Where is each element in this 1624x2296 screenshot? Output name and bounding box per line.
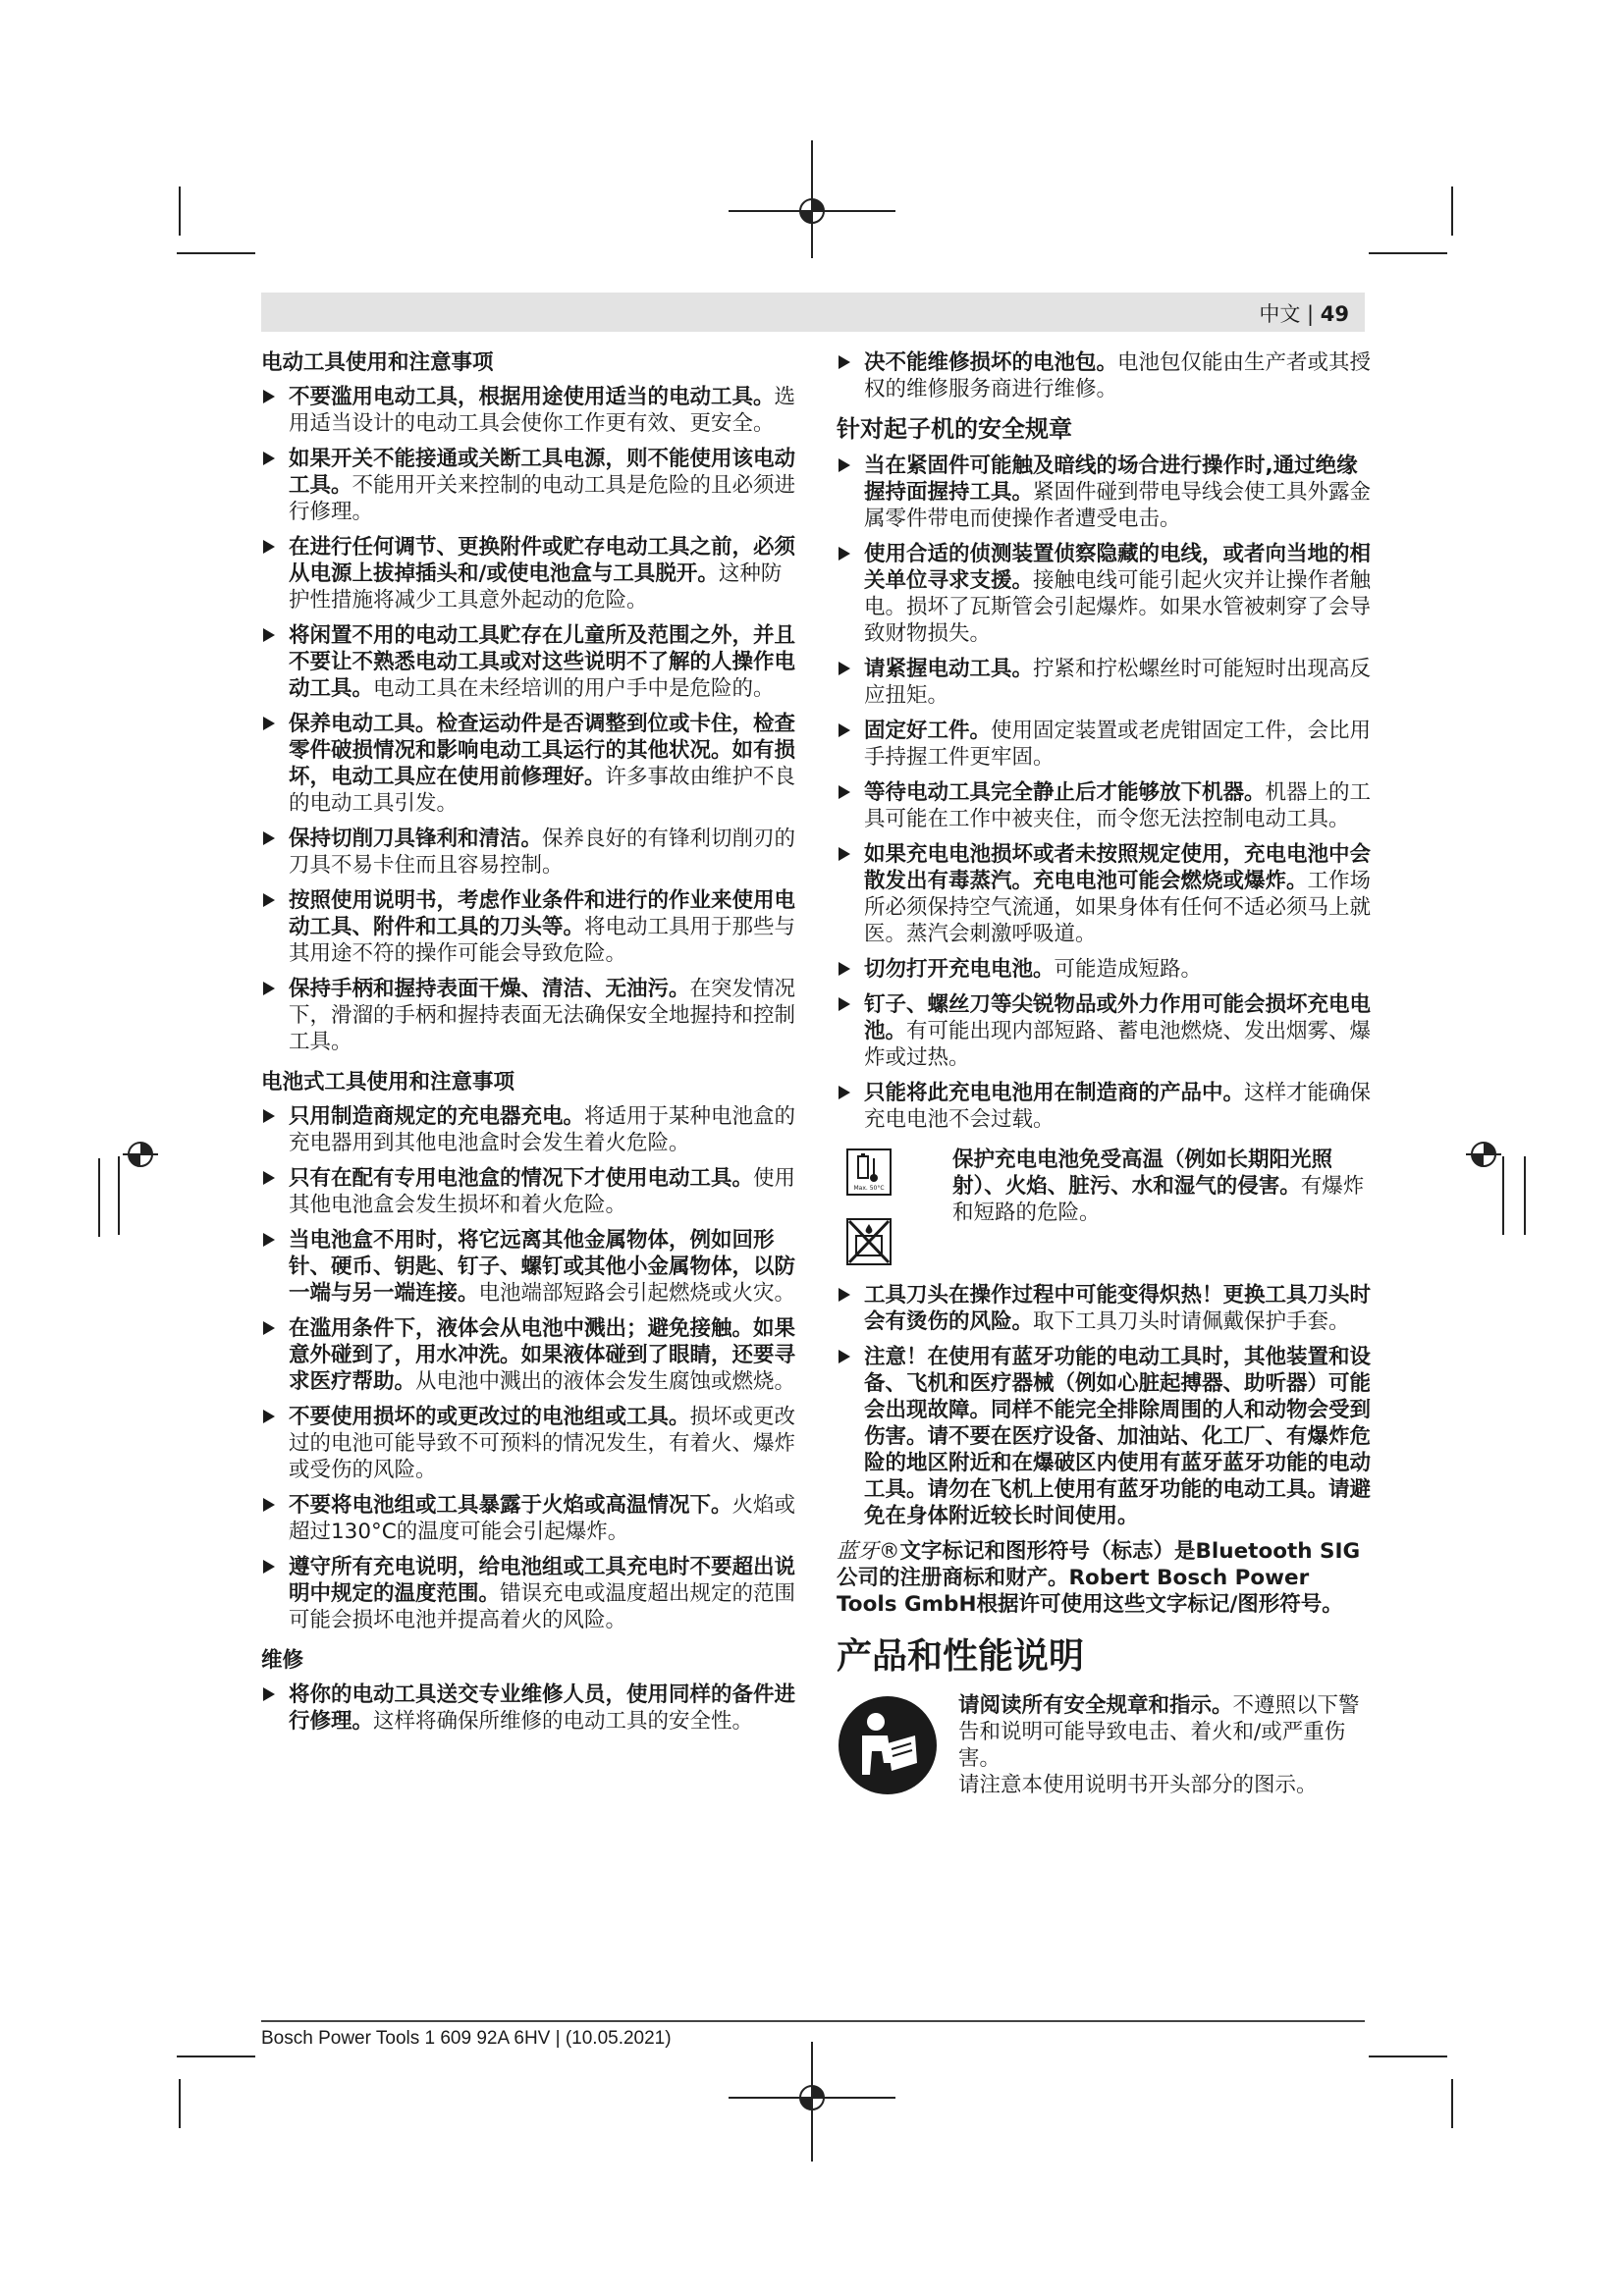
list-item: 保持切削刀具锋利和清洁。保养良好的有锋利切削刃的刀具不易卡住而且容易控制。 bbox=[261, 826, 796, 879]
right-column bbox=[837, 349, 1372, 1800]
bullet-triangle-icon bbox=[263, 1233, 275, 1247]
bullet-triangle-icon bbox=[839, 662, 850, 675]
crop-mark bbox=[177, 252, 255, 254]
crop-mark bbox=[179, 187, 181, 236]
crop-mark bbox=[1369, 2056, 1447, 2057]
list-item: 不要使用损坏的或更改过的电池组或工具。损坏或更改过的电池可能导致不可预料的情况发生，有着火、爆炸或受伤的风险。 bbox=[261, 1404, 796, 1483]
read-instructions-box bbox=[837, 1692, 1372, 1800]
crop-mark bbox=[1524, 1156, 1526, 1235]
footer-text: Bosch Power Tools 1 609 92A 6HV | (10.05.2021) bbox=[261, 2028, 672, 2049]
crop-mark bbox=[1451, 2079, 1453, 2128]
list-item: 不要滥用电动工具，根据用途使用适当的电动工具。选用适当设计的电动工具会使你工作更有效、更安全。 bbox=[261, 384, 796, 437]
list-item: 钉子、螺丝刀等尖锐物品或外力作用可能会损坏充电电池。有可能出现内部短路、蓄电池燃烧、发出烟雾、爆炸或过热。 bbox=[837, 991, 1372, 1071]
bullet-triangle-icon bbox=[263, 1687, 275, 1701]
figure-reference-note: 请注意本使用说明书开头部分的图示。 bbox=[958, 1773, 1318, 1797]
list-item: 如果开关不能接通或关断工具电源，则不能使用该电动工具。不能用开关来控制的电动工具是危险的且必须进行修理。 bbox=[261, 446, 796, 525]
bullet-triangle-icon bbox=[839, 355, 850, 369]
bullet-triangle-icon bbox=[839, 547, 850, 561]
bullet-triangle-icon bbox=[263, 982, 275, 995]
left-column bbox=[261, 349, 796, 1743]
bullet-triangle-icon bbox=[839, 458, 850, 472]
footer-divider bbox=[261, 2020, 1365, 2022]
section-heading: 电池式工具使用和注意事项 bbox=[261, 1070, 515, 1095]
bullet-triangle-icon bbox=[263, 1109, 275, 1123]
bullet-triangle-icon bbox=[263, 628, 275, 642]
bluetooth-trademark-note: 蓝牙®文字标记和图形符号（标志）是Bluetooth SIG公司的注册商标和财产。Robert Bosch Power Tools GmbH根据许可使用这些文字标记/图形符号。 bbox=[837, 1539, 1361, 1617]
bullet-triangle-icon bbox=[839, 1288, 850, 1302]
list-item: 只能将此充电电池用在制造商的产品中。这样才能确保充电电池不会过载。 bbox=[837, 1080, 1372, 1133]
list-item: 在进行任何调节、更换附件或贮存电动工具之前，必须从电源上拔掉插头和/或使电池盒与工具脱开。这种防护性措施将减少工具意外起动的危险。 bbox=[261, 534, 796, 614]
section-service bbox=[261, 1647, 796, 1735]
section-tool-use bbox=[261, 349, 796, 1055]
bullet-triangle-icon bbox=[839, 847, 850, 861]
bullet-triangle-icon bbox=[263, 1171, 275, 1185]
list-item: 保持手柄和握持表面干燥、清洁、无油污。在突发情况下，滑溜的手柄和握持表面无法确保安全地握持和控制工具。 bbox=[261, 976, 796, 1055]
crop-mark bbox=[179, 2079, 181, 2128]
bullet-triangle-icon bbox=[263, 452, 275, 465]
list-item: 在滥用条件下，液体会从电池中溅出；避免接触。如果意外碰到了，用水冲洗。如果液体碰到了眼睛，还要寻求医疗帮助。从电池中溅出的液体会发生腐蚀或燃烧。 bbox=[261, 1315, 796, 1395]
bullet-triangle-icon bbox=[263, 1410, 275, 1423]
bullet-triangle-icon bbox=[263, 390, 275, 403]
bullet-triangle-icon bbox=[263, 1321, 275, 1335]
bullet-triangle-icon bbox=[839, 723, 850, 737]
bullet-triangle-icon bbox=[839, 1350, 850, 1363]
registration-mark-icon bbox=[123, 1137, 158, 1172]
crop-mark bbox=[177, 2056, 255, 2057]
list-item: 工具刀头在操作过程中可能变得炽热！更换工具刀头时会有烫伤的风险。取下工具刀头时请佩戴保护手套。 bbox=[837, 1282, 1372, 1335]
list-item: 只用制造商规定的充电器充电。将适用于某种电池盒的充电器用到其他电池盒时会发生着火危险。 bbox=[261, 1103, 796, 1156]
crop-mark bbox=[1451, 187, 1453, 236]
list-item: 如果充电电池损坏或者未按照规定使用，充电电池中会散发出有毒蒸汽。充电电池可能会燃烧或爆炸。工作场所必须保持空气流通，如果身体有任何不适必须马上就医。蒸汽会刺激呼吸道。 bbox=[837, 841, 1372, 947]
battery-heat-warning bbox=[837, 1147, 1372, 1264]
warning-text: 保护充电电池免受高温（例如长期阳光照射）、火焰、脏污、水和湿气的侵害。有爆炸和短路的危险。 bbox=[952, 1148, 1365, 1225]
bullet-triangle-icon bbox=[839, 1086, 850, 1099]
list-item: 不要将电池组或工具暴露于火焰或高温情况下。火焰或超过130°C的温度可能会引起爆炸。 bbox=[261, 1492, 796, 1545]
read-manual-icon bbox=[837, 1694, 939, 1796]
header-page-label: 中文 | 49 bbox=[1259, 302, 1349, 326]
bullet-triangle-icon bbox=[263, 717, 275, 730]
read-instructions-text: 请阅读所有安全规章和指示。不遵照以下警告和说明可能导致电击、着火和/或严重伤害。 bbox=[958, 1693, 1360, 1771]
section-heading: 维修 bbox=[261, 1648, 304, 1673]
list-item: 按照使用说明书，考虑作业条件和进行的作业来使用电动工具、附件和工具的刀头等。将电动工具用于那些与其用途不符的操作可能会导致危险。 bbox=[261, 887, 796, 967]
crop-mark bbox=[98, 1158, 100, 1237]
battery-temperature-icon bbox=[844, 1147, 893, 1198]
bullet-triangle-icon bbox=[263, 831, 275, 845]
registration-mark-icon bbox=[794, 193, 830, 229]
bullet-triangle-icon bbox=[839, 997, 850, 1011]
list-item: 切勿打开充电电池。可能造成短路。 bbox=[837, 956, 1372, 983]
bullet-triangle-icon bbox=[263, 893, 275, 907]
max-temp-label: Max. 50°C bbox=[853, 1185, 885, 1192]
crop-mark bbox=[1502, 1156, 1504, 1235]
warning-icons bbox=[844, 1147, 893, 1274]
bullet-triangle-icon bbox=[839, 785, 850, 799]
list-item: 保养电动工具。检查运动件是否调整到位或卡住，检查零件破损情况和影响电动工具运行的其他状况。如有损坏，电动工具应在使用前修理好。许多事故由维护不良的电动工具引发。 bbox=[261, 711, 796, 817]
page-header bbox=[261, 293, 1365, 332]
section-heading: 针对起子机的安全规章 bbox=[837, 415, 1072, 443]
bullet-triangle-icon bbox=[263, 1498, 275, 1512]
bullet-triangle-icon bbox=[263, 1560, 275, 1574]
header-language: 中文 bbox=[1259, 302, 1301, 326]
list-item: 遵守所有充电说明，给电池组或工具充电时不要超出说明中规定的温度范围。错误充电或温度超出规定的范围可能会损坏电池并提高着火的风险。 bbox=[261, 1554, 796, 1633]
bullet-triangle-icon bbox=[263, 540, 275, 554]
registration-mark-icon bbox=[794, 2080, 830, 2115]
section-battery-tool-use bbox=[261, 1069, 796, 1633]
no-water-icon bbox=[844, 1216, 893, 1267]
list-item: 将闲置不用的电动工具贮存在儿童所及范围之外，并且不要让不熟悉电动工具或对这些说明不了解的人操作电动工具。电动工具在未经培训的用户手中是危险的。 bbox=[261, 622, 796, 702]
list-item: 当在紧固件可能触及暗线的场合进行操作时,通过绝缘握持面握持工具。紧固件碰到带电导线会使工具外露金属零件带电而使操作者遭受电击。 bbox=[837, 453, 1372, 532]
crop-mark bbox=[118, 1156, 120, 1235]
product-description-title: 产品和性能说明 bbox=[837, 1636, 1085, 1677]
bullet-triangle-icon bbox=[839, 962, 850, 976]
registration-mark-icon bbox=[1466, 1137, 1501, 1172]
crop-mark bbox=[1369, 252, 1447, 254]
list-item: 注意！在使用有蓝牙功能的电动工具时，其他装置和设备、飞机和医疗器械（例如心脏起搏器、助听器）可能会出现故障。同样不能完全排除周围的人和动物会受到伤害。请不要在医疗设备、加油站、化工厂、有爆炸危险的地区附近和在爆破区内使用有蓝牙蓝牙功能的电动工具。请勿在飞机上使用有蓝牙功能的电动工具。请避免在身体附近较长时间使用。 bbox=[837, 1344, 1372, 1529]
list-item: 固定好工件。使用固定装置或老虎钳固定工件，会比用手持握工件更牢固。 bbox=[837, 718, 1372, 771]
list-item: 请紧握电动工具。拧紧和拧松螺丝时可能短时出现高反应扭矩。 bbox=[837, 656, 1372, 709]
section-heading: 电动工具使用和注意事项 bbox=[261, 350, 494, 375]
page-number: 49 bbox=[1320, 302, 1349, 326]
list-item: 等待电动工具完全静止后才能够放下机器。机器上的工具可能在工作中被夹住，而令您无法控制电动工具。 bbox=[837, 779, 1372, 832]
list-item: 决不能维修损坏的电池包。电池包仅能由生产者或其授权的维修服务商进行维修。 bbox=[837, 349, 1372, 402]
list-item: 使用合适的侦测装置侦察隐藏的电线，或者向当地的相关单位寻求支援。接触电线可能引起火灾并让操作者触电。损坏了瓦斯管会引起爆炸。如果水管被刺穿了会导致财物损失。 bbox=[837, 541, 1372, 647]
list-item: 将你的电动工具送交专业维修人员，使用同样的备件进行修理。这样将确保所维修的电动工具的安全性。 bbox=[261, 1682, 796, 1735]
list-item: 只有在配有专用电池盒的情况下才使用电动工具。使用其他电池盒会发生损坏和着火危险。 bbox=[261, 1165, 796, 1218]
list-item: 当电池盒不用时，将它远离其他金属物体，例如回形针、硬币、钥匙、钉子、螺钉或其他小金属物体，以防一端与另一端连接。电池端部短路会引起燃烧或火灾。 bbox=[261, 1227, 796, 1307]
